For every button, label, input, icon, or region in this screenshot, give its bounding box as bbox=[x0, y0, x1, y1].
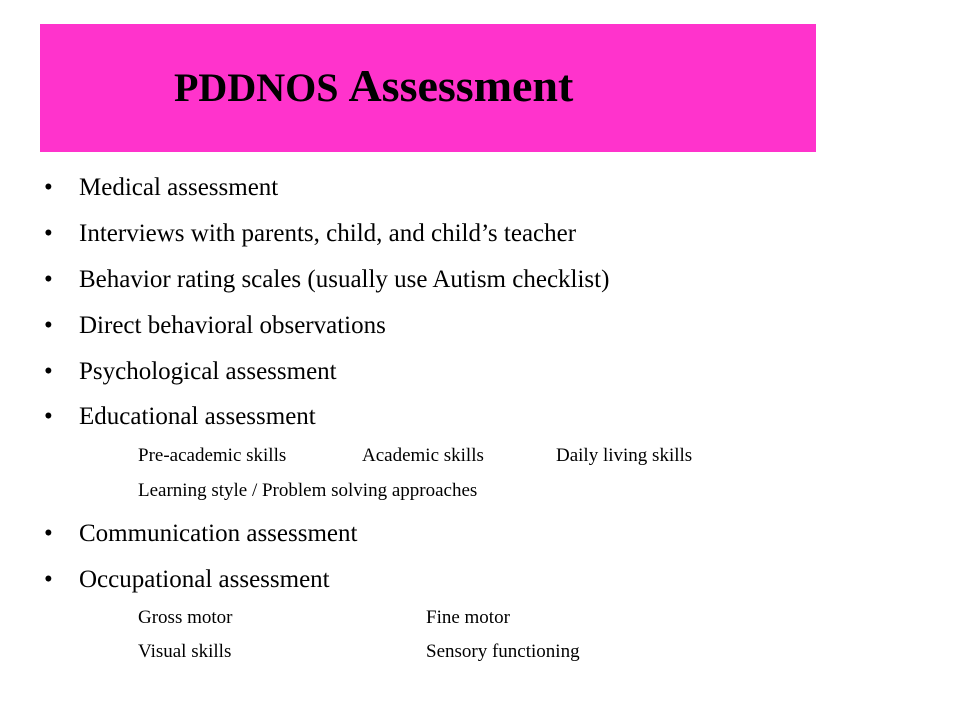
bullet-text: Direct behavioral observations bbox=[79, 312, 386, 339]
bullet-dot: • bbox=[44, 312, 53, 339]
bullet-psychological bbox=[44, 359, 337, 384]
title-part-1: PDDNOS bbox=[174, 65, 349, 110]
sub-sensory-functioning: Sensory functioning bbox=[426, 641, 580, 662]
bullet-educational bbox=[44, 404, 316, 429]
bullet-communication bbox=[44, 521, 357, 546]
bullet-dot: • bbox=[44, 566, 53, 593]
bullet-dot: • bbox=[44, 520, 53, 547]
sub-gross-motor: Gross motor bbox=[138, 607, 233, 628]
bullet-observations bbox=[44, 313, 386, 338]
sub-daily-living: Daily living skills bbox=[556, 445, 693, 466]
bullet-dot: • bbox=[44, 403, 53, 430]
bullet-text: Educational assessment bbox=[79, 403, 316, 430]
title-part-2: Assessment bbox=[348, 60, 574, 111]
sub-pre-academic: Pre-academic skills bbox=[138, 445, 287, 466]
bullet-text: Psychological assessment bbox=[79, 358, 337, 385]
sub-learning-style: Learning style / Problem solving approaches bbox=[138, 480, 478, 501]
bullet-occupational bbox=[44, 567, 330, 592]
bullet-medical bbox=[44, 175, 278, 200]
bullet-text: Interviews with parents, child, and child’s teacher bbox=[79, 220, 577, 247]
sub-academic: Academic skills bbox=[362, 445, 484, 466]
bullet-dot: • bbox=[44, 174, 53, 201]
bullet-text: Behavior rating scales (usually use Autism checklist) bbox=[79, 266, 610, 293]
bullet-interviews bbox=[44, 221, 576, 246]
sub-fine-motor: Fine motor bbox=[426, 607, 510, 628]
bullet-behavior-rating bbox=[44, 267, 609, 292]
bullet-dot: • bbox=[44, 220, 53, 247]
bullet-text: Occupational assessment bbox=[79, 566, 330, 593]
bullet-text: Communication assessment bbox=[79, 520, 358, 547]
sub-visual-skills: Visual skills bbox=[138, 641, 232, 662]
bullet-text: Medical assessment bbox=[79, 174, 279, 201]
bullet-dot: • bbox=[44, 358, 53, 385]
bullet-dot: • bbox=[44, 266, 53, 293]
slide-title bbox=[174, 60, 574, 111]
